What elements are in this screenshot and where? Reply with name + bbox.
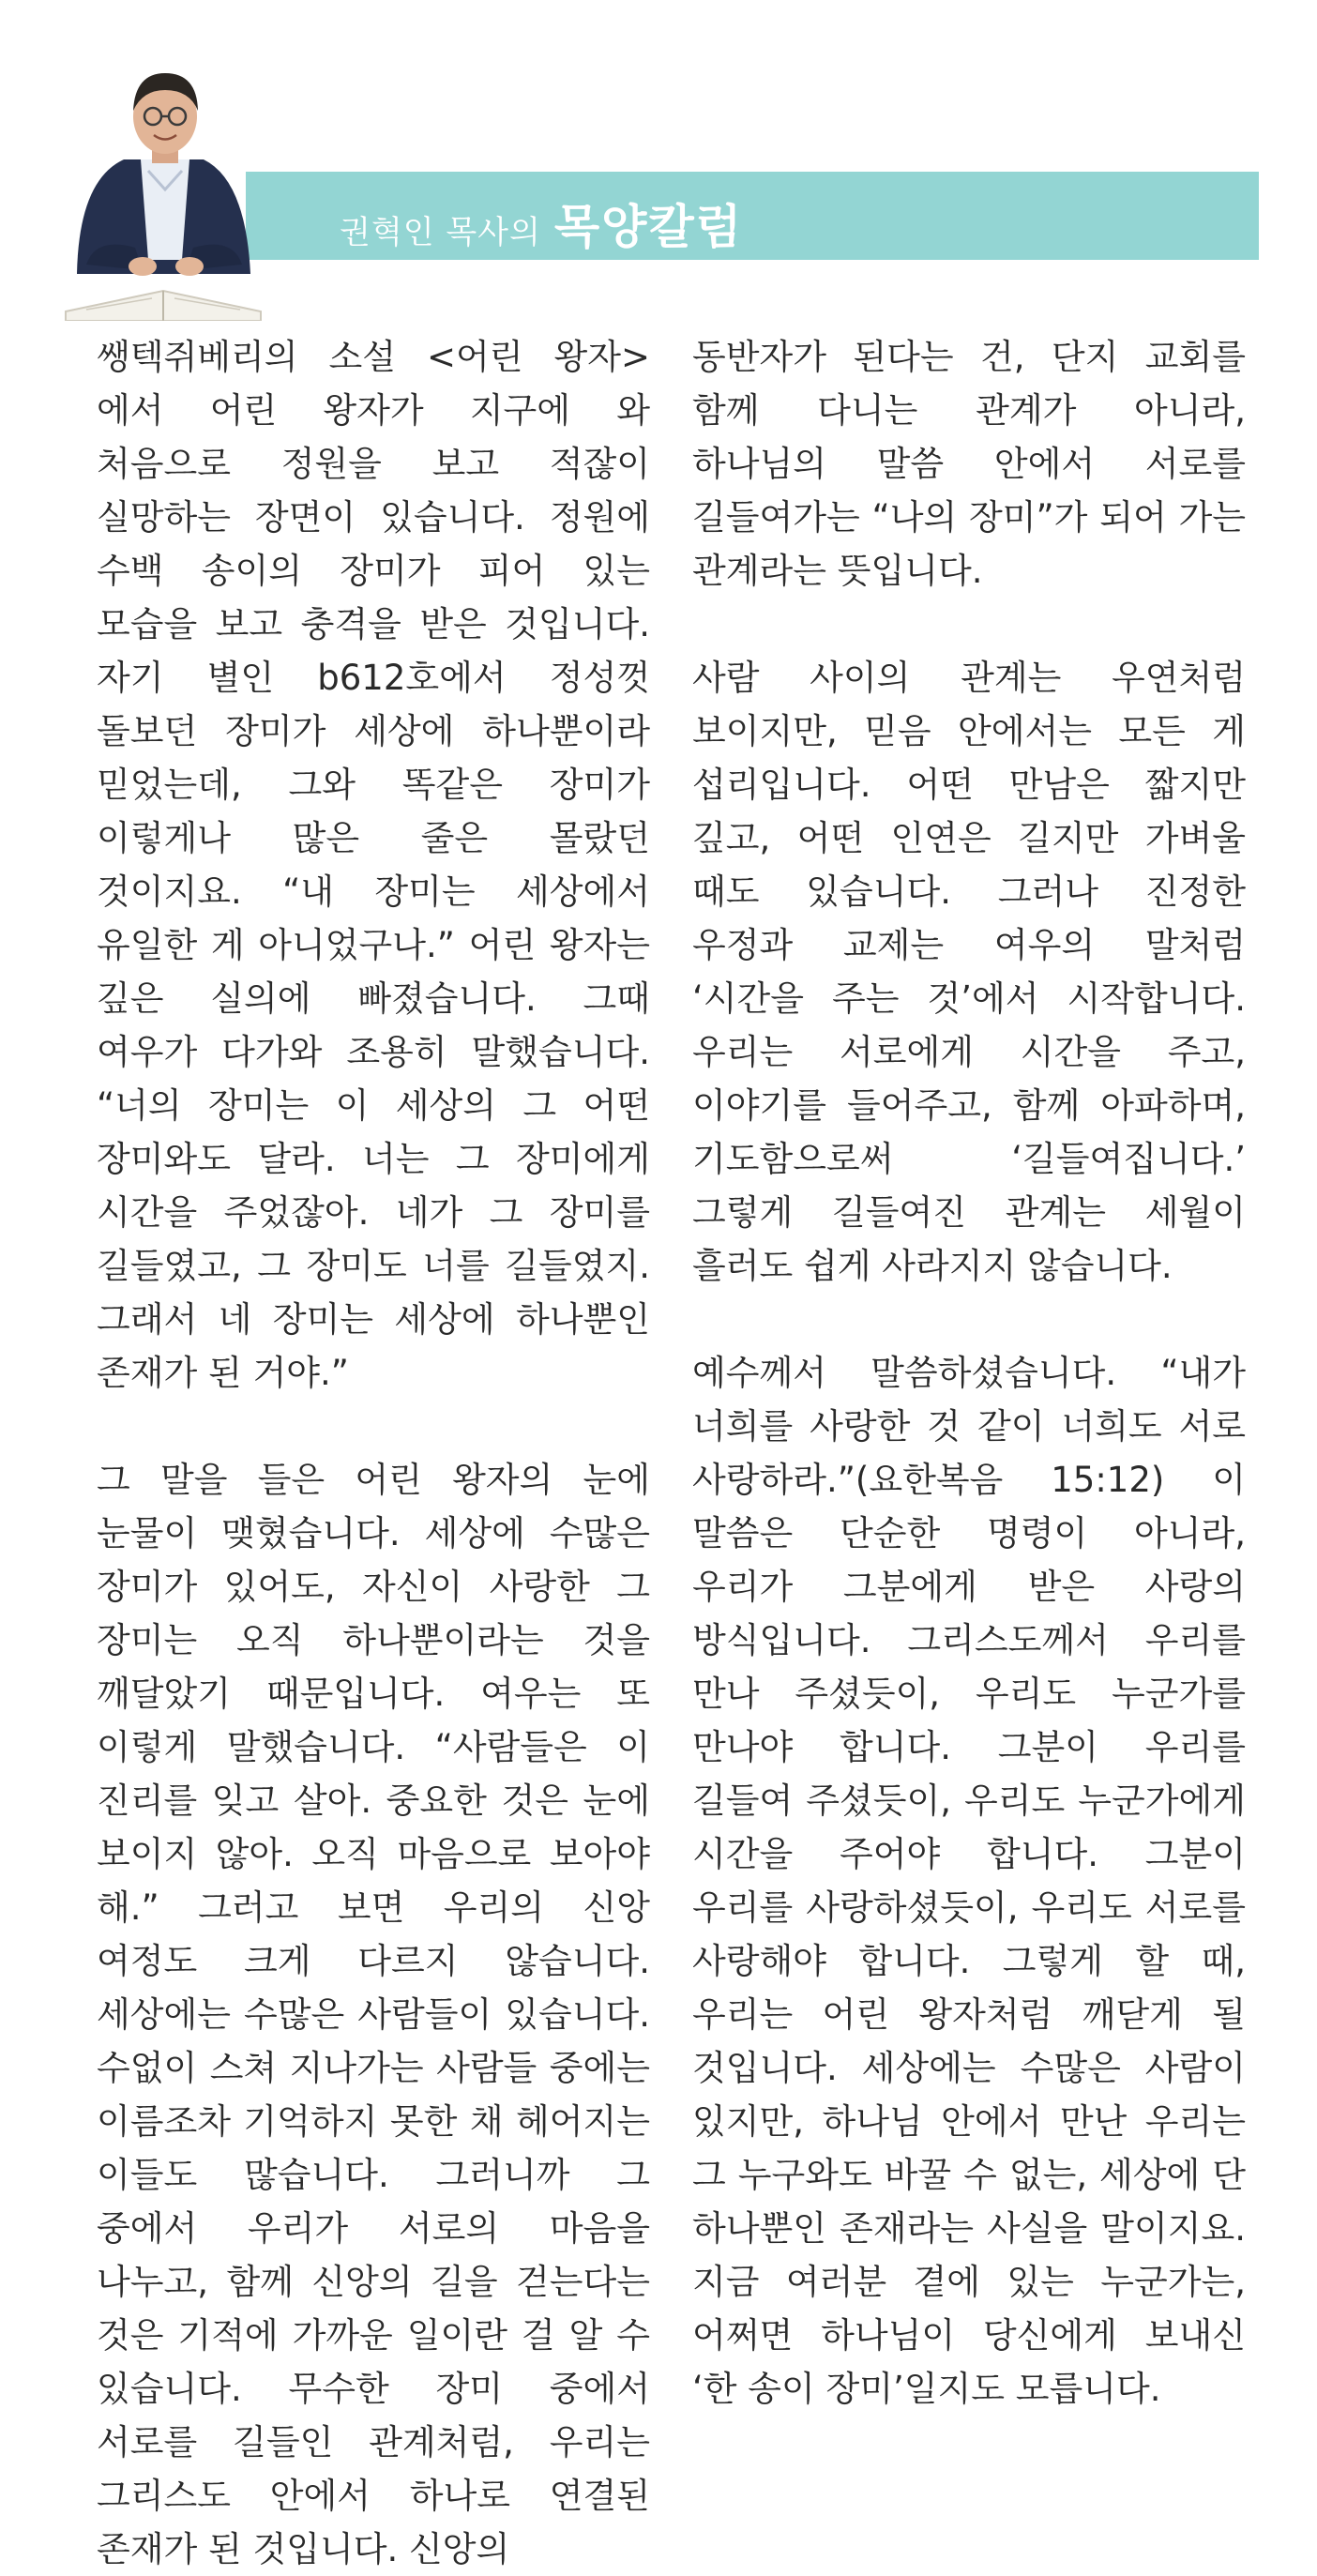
paragraph: 그 말을 들은 어린 왕자의 눈에 눈물이 맺혔습니다. 세상에 수많은 장미가 있어도, 자신이 사랑한 그 장미는 오직 하나뿐이라는 것을 깨달았기 때문입니다. 여우는 또 이렇게 말했습니다. “사람들은 이 진리를 잊고 살아. 중요한 것은 눈에 보이지 않아. 오직 마음으로 보아야 해.” 그러고 보면 우리의 신앙 여정도 크게 다르지 않습니다. 세상에는 수많은 사람들이 있습니다. 수없이 스쳐 지나가는 사람들 중에는 이름조차 기억하지 못한 채 헤어지는 이들도 많습니다. 그러니까 그 중에서 우리가 서로의 마음을 나누고, 함께 신앙의 길을 걷는다는 것은 기적에 가까운 일이란 걸 알 수 있습니다. 무수한 장미 중에서 서로를 길들인 관계처럼, 우리는 그리스도 안에서 하나로 연결된 존재가 된 것입니다. 신앙의 — [97, 1460, 650, 2569]
right-column — [692, 330, 1246, 2416]
header-title: 목양칼럼 — [553, 200, 744, 254]
left-column — [97, 330, 650, 2576]
paragraph: 예수께서 말씀하셨습니다. “내가 너희를 사랑한 것 같이 너희도 서로 사랑하라.”(요한복음 15:12) 이 말씀은 단순한 명령이 아니라, 우리가 그분에게 받은 사랑의 방식입니다. 그리스도께서 우리를 만나 주셨듯이, 우리도 누군가를 만나야 합니다. 그분이 우리를 길들여 주셨듯이, 우리도 누군가에게 시간을 주어야 합니다. 그분이 우리를 사랑하셨듯이, 우리도 서로를 사랑해야 합니다. 그렇게 할 때, 우리는 어린 왕자처럼 깨닫게 될 것입니다. 세상에는 수많은 사람이 있지만, 하나님 안에서 만난 우리는 그 누구와도 바꿀 수 없는, 세상에 단 하나뿐인 존재라는 사실을 말이지요. 지금 여러분 곁에 있는 누군가는, 어쩌면 하나님이 당신에게 보내신 ‘한 송이 장미’일지도 모릅니다. — [692, 1353, 1246, 2409]
shirt — [141, 159, 189, 260]
header-subtitle: 권혁인 목사의 — [340, 214, 541, 251]
paragraph: 동반자가 된다는 건, 단지 교회를 함께 다니는 관계가 아니라, 하나님의 말씀 안에서 서로를 길들여가는 “나의 장미”가 되어 가는 관계라는 뜻입니다. — [692, 337, 1246, 591]
paragraph: 쌩텍쥐베리의 소설 <어린 왕자>에서 어린 왕자가 지구에 와 처음으로 정원을 보고 적잖이 실망하는 장면이 있습니다. 정원에 수백 송이의 장미가 피어 있는 모습을 보고 충격을 받은 것입니다. 자기 별인 b612호에서 정성껏 돌보던 장미가 세상에 하나뿐이라 믿었는데, 그와 똑같은 장미가 이렇게나 많은 줄은 몰랐던 것이지요. “내 장미는 세상에서 유일한 게 아니었구나.” 어린 왕자는 깊은 실의에 빠졌습니다. 그때 여우가 다가와 조용히 말했습니다. “너의 장미는 이 세상의 그 어떤 장미와도 달라. 너는 그 장미에게 시간을 주었잖아. 네가 그 장미를 길들였고, 그 장미도 너를 길들였지. 그래서 네 장미는 세상에 하나뿐인 존재가 된 거야.” — [97, 337, 650, 1393]
paragraph: 사람 사이의 관계는 우연처럼 보이지만, 믿음 안에서는 모든 게 섭리입니다. 어떤 만남은 짧지만 깊고, 어떤 인연은 길지만 가벼울 때도 있습니다. 그러나 진정한 우정과 교제는 여우의 말처럼 ‘시간을 주는 것’에서 시작합니다. 우리는 서로에게 시간을 주고, 이야기를 들어주고, 함께 아파하며, 기도함으로써 ‘길들여집니다.’ 그렇게 길들여진 관계는 세월이 흘러도 쉽게 사라지지 않습니다. — [692, 658, 1246, 1286]
pastor-portrait — [58, 49, 269, 321]
column-header — [340, 189, 744, 254]
